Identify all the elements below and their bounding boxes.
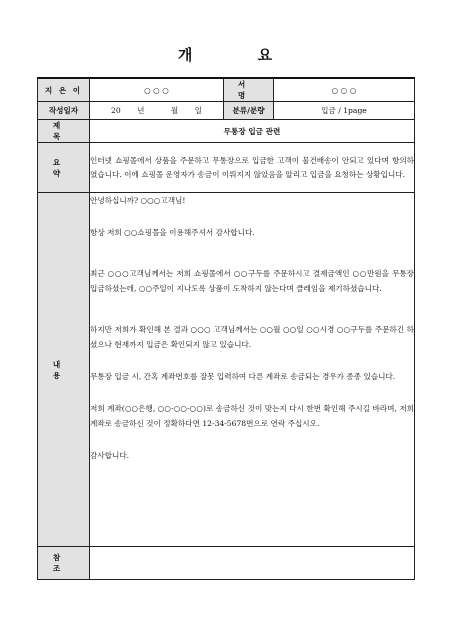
date-month-unit: 월 xyxy=(170,106,179,115)
date-day-unit: 일 xyxy=(194,106,202,115)
date-value xyxy=(90,102,224,120)
letter-greeting: 안녕하십니까? ○○○고객님! xyxy=(90,196,186,205)
content-row xyxy=(38,193,415,547)
summary-text: 인터넷 쇼핑몰에서 상품을 주문하고 무통장으로 입금한 고객이 물건배송이 안되고 있다며 항의하였습니다. 이에 쇼핑몰 운영자가 송금이 이뤄지지 않았음을 알리고 입금을 요청하는 상황입니다. xyxy=(90,143,415,193)
reference-value xyxy=(90,547,415,580)
summary-row xyxy=(38,143,415,193)
author-label: 지 은 이 xyxy=(38,78,90,102)
date-year: 20 xyxy=(111,106,121,115)
content-label: 내 용 xyxy=(38,193,90,547)
document-title: 개 요 xyxy=(177,46,303,64)
category-value: 입금 / 1page xyxy=(274,102,415,120)
reference-label: 참 조 xyxy=(38,547,90,580)
letter-paragraph-request: 저희 계좌(○○은행, ○○-○○-○○)로 송금하신 것이 맞는지 다시 한번 확인해 주시길 바라며, 저희 계좌로 송금하신 것이 정확하다면 12-34-5678번으로 연락 주십시오. xyxy=(90,404,414,428)
overview-form xyxy=(37,77,415,580)
date-label: 작성일자 xyxy=(38,102,90,120)
signature-value: ○ ○ ○ xyxy=(274,78,415,102)
date-year-unit: 년 xyxy=(137,106,145,115)
letter-thanks: 항상 저희 ○○쇼핑몰을 이용해주셔서 감사합니다. xyxy=(90,228,255,237)
subject-label: 제 목 xyxy=(38,120,90,143)
letter-paragraph-caution: 무통장 입금 시, 간혹 계좌번호를 잘못 입력하여 다른 계좌로 송금되는 경우가 종종 있습니다. xyxy=(90,372,396,381)
summary-label: 요 약 xyxy=(38,143,90,193)
subject-value: 무통장 입금 관련 xyxy=(90,120,415,143)
date-row xyxy=(38,102,415,120)
author-value: ○ ○ ○ xyxy=(90,78,224,102)
content-body xyxy=(90,193,415,547)
letter-closing: 감사합니다. xyxy=(90,451,130,460)
letter-paragraph-order: 최근 ○○○고객님께서는 저희 쇼핑몰에서 ○○구두를 주문하시고 결제금액인 ○○만원을 무통장 입금하셨는데, ○○주일이 지나도록 상품이 도착하지 않는다며 클레임을 제기하셨습니다. xyxy=(90,269,414,293)
author-row xyxy=(38,78,415,102)
letter-paragraph-check: 하지만 저희가 확인해 본 결과 ○○○ 고객님께서는 ○○월 ○○일 ○○시경 ○○구두를 주문하긴 하셨으나 현재까지 입금은 확인되지 않고 있습니다. xyxy=(90,325,414,349)
category-label: 분류/분량 xyxy=(224,102,274,120)
subject-row xyxy=(38,120,415,143)
reference-row xyxy=(38,547,415,580)
signature-label: 서 명 xyxy=(224,78,274,102)
